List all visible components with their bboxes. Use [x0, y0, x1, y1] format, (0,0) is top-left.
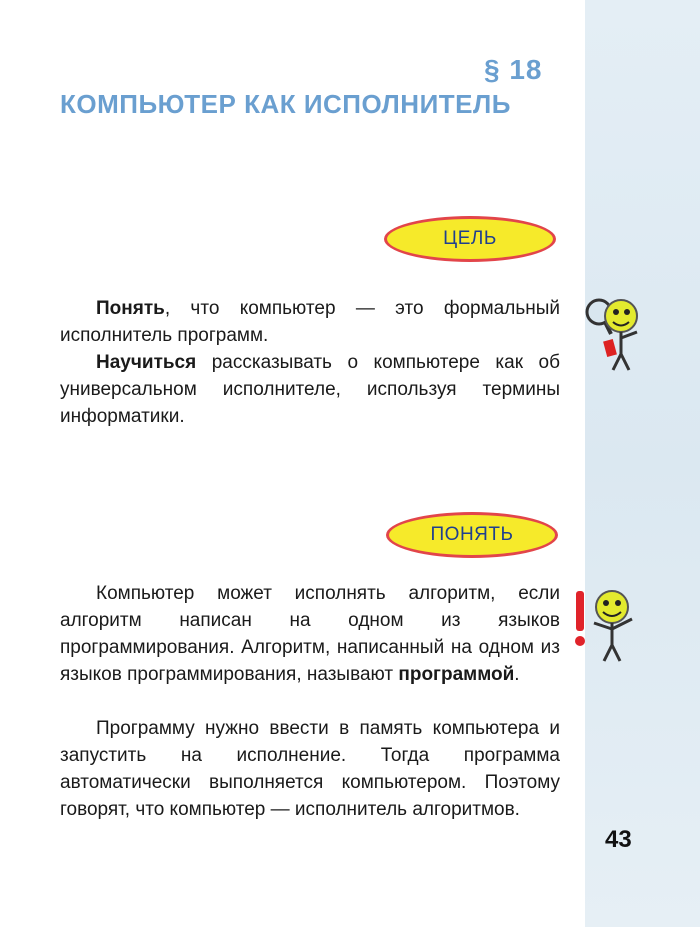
goal-item-learn-bold: Научиться	[96, 352, 197, 373]
section-number: § 18	[484, 54, 543, 85]
understand-paragraph-2: Программу нужно ввести в память компьютера и запустить на исполнение. Тогда программа автоматически выполняется компьютером. Поэтому говорят, что компьютер — исполнитель алгоритмов.	[60, 718, 560, 820]
exclamation-mascot-icon	[572, 585, 646, 665]
goal-item-understand-text: , что компьютер — это формальный исполнитель программ.	[60, 298, 560, 346]
page-number: 43	[605, 826, 632, 853]
understand-paragraph-1	[60, 580, 560, 688]
program-term-bold: программой	[398, 664, 515, 685]
understand-paragraph-1-end: .	[514, 664, 520, 685]
goal-item-learn-text: рассказывать о компьютере как об универсальном исполнителе, используя термины информатики.	[60, 352, 560, 427]
magnifier-mascot-icon	[585, 292, 645, 374]
understand-badge-label: ПОНЯТЬ	[430, 524, 514, 545]
goal-item-understand-bold: Понять	[96, 298, 165, 319]
goal-badge	[384, 216, 556, 262]
understand-badge	[386, 512, 558, 558]
goal-badge-label: ЦЕЛЬ	[443, 228, 497, 249]
understand-paragraph-1-text: Компьютер может исполнять алгоритм, если алгоритм написан на одном из языков программирования. Алгоритм, написанный на одном из языков программирования, называют	[60, 583, 560, 685]
goal-item-learn	[60, 349, 560, 430]
chapter-title: КОМПЬЮТЕР КАК ИСПОЛНИТЕЛЬ	[60, 89, 511, 119]
goal-item-understand	[60, 295, 560, 349]
page-margin-strip	[585, 0, 700, 927]
